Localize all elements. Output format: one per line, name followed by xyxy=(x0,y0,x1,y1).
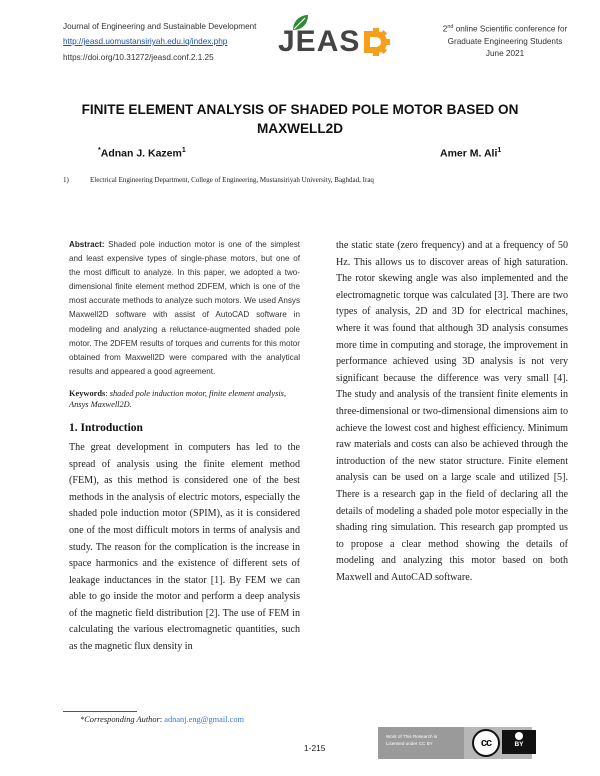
conference-line1 xyxy=(430,21,580,36)
corresponding-email-link[interactable]: adnanj.eng@gmail.com xyxy=(164,715,245,724)
logo-text: JEAS xyxy=(278,25,361,58)
conference-sup: nd xyxy=(447,24,454,30)
conference-line2: Graduate Engineering Students xyxy=(447,36,563,46)
introduction-right-text: the static state (zero frequency) and at a frequency of 50 Hz. This allows us to discover areas of high saturation. The rotor skewing angle was also implemented and the electromagnetic torque was calculated [3]. There are two types of analysis, 2D and 3D for electrical machines, where it was found that although 3D analysis consumes more time in computing and storage, the improvement in performance achieved using 3D analysis is not very significant because the difference was very small [4]. The study and analysis of the transient finite elements in three-dimensional or two-dimensional dimensions aim to achieve the lowest cost and highest efficiency. Minimum raw materials and costs can also be achieved through the introduction of the new stator structure. Finite element analysis can be used on a large scale and utilized [5]. There is a research gap in the field of declaring all the details of modeling a shaded pole motor especially in the shading ring simulation. This research gap prompted us to propose a clear method showing the details of modeling and analyzing this motor based on both Maxwell and AutoCAD software. xyxy=(336,240,568,583)
author-2-sup: 1 xyxy=(497,147,502,154)
abstract-label: Abstract: xyxy=(69,240,105,249)
corresponding-label: *Corresponding Author xyxy=(80,715,160,724)
license-line2: Licensed under CC BY xyxy=(386,741,433,746)
license-line1: Work of This Research is xyxy=(386,734,438,739)
keywords-label: Keywords xyxy=(69,388,106,398)
keywords-text: shaded pole induction motor, finite element analysis, Ansys Maxwell2D. xyxy=(69,388,287,409)
page-number: 1-215 xyxy=(304,743,326,753)
footnote-divider xyxy=(63,711,137,712)
paper-title xyxy=(40,100,560,138)
jeasd-logo xyxy=(278,25,391,59)
affiliation-text: Electrical Engineering Department, College of Engineering, Mustansiriyah University, Baghdad, Iraq xyxy=(90,176,374,184)
author-1-star: * xyxy=(98,147,101,154)
by-icon xyxy=(502,730,536,754)
cc-by-emblem xyxy=(464,727,532,759)
person-icon xyxy=(515,732,523,740)
title-line2: MAXWELL2D xyxy=(256,121,344,136)
gear-d-icon xyxy=(361,27,391,57)
author-2 xyxy=(440,147,501,160)
section-heading-introduction: 1. Introduction xyxy=(69,421,143,434)
conference-num: 2 xyxy=(442,24,448,34)
author-1 xyxy=(98,147,186,160)
abstract xyxy=(69,238,300,379)
affiliation-marker: 1) xyxy=(63,176,69,184)
author-1-name: Adnan J. Kazem xyxy=(100,147,182,160)
journal-url-link[interactable]: http://jeasd.uomustansiriyah.edu.iq/index.php xyxy=(63,37,228,46)
abstract-text: Shaded pole induction motor is one of the simplest and least expensive types of single-phase motors, but one of the most difficult to analyze. In this paper, we adopted a two-dimensional finite element method 2DFEM, which is one of the most accurate methods to analyze such motors. We used Ansys Maxwell2D software with assist of AutoCAD software in modeling and analyzing a reluctance-augmented shaded pole motor. The 2DFEM results of torques and currents for this motor obtained from Maxwell2D were compared with the analytical results and appeared a good agreement. xyxy=(69,240,300,376)
conference-info xyxy=(430,21,580,60)
doi: https://doi.org/10.31272/jeasd.conf.2.1.25 xyxy=(63,53,214,62)
journal-name: Journal of Engineering and Sustainable Development xyxy=(63,22,257,31)
title-line1: FINITE ELEMENT ANALYSIS OF SHADED POLE MOTOR BASED ON xyxy=(81,102,519,117)
cc-license-badge[interactable] xyxy=(378,727,532,759)
left-column xyxy=(69,238,300,656)
author-2-name: Amer M. Ali xyxy=(440,147,498,160)
author-1-sup: 1 xyxy=(181,147,186,154)
keywords: Keywords: shaded pole induction motor, finite element analysis, Ansys Maxwell2D. xyxy=(69,388,287,409)
conference-date: June 2021 xyxy=(485,48,525,58)
cc-symbol: cc xyxy=(480,737,492,749)
by-label: BY xyxy=(514,741,524,748)
license-text xyxy=(378,727,464,759)
cc-icon xyxy=(472,729,500,757)
corresponding-author: *Corresponding Author: adnanj.eng@gmail.com xyxy=(80,715,245,724)
introduction-left-text: The great development in computers has led to the spread of analysis using the finite element method (FEM), as this method is considered one of the best methods in the analysis of electric motors, especially the shaded pole induction motor (SPIM), as it is considered one of the most difficult motors in terms of analysis and study. The reason for the complication is the increase in space harmonics and the existence of different sets of leakage inductances in the stator [1]. By FEM we can able to go inside the motor and perform a deep analysis of the magnetic field distribution [2]. The use of FEM in calculating the various electromagnetic quantities, such as the magnetic flux density in xyxy=(69,441,300,653)
conference-line1-rest: online Scientific conference for xyxy=(453,24,568,34)
